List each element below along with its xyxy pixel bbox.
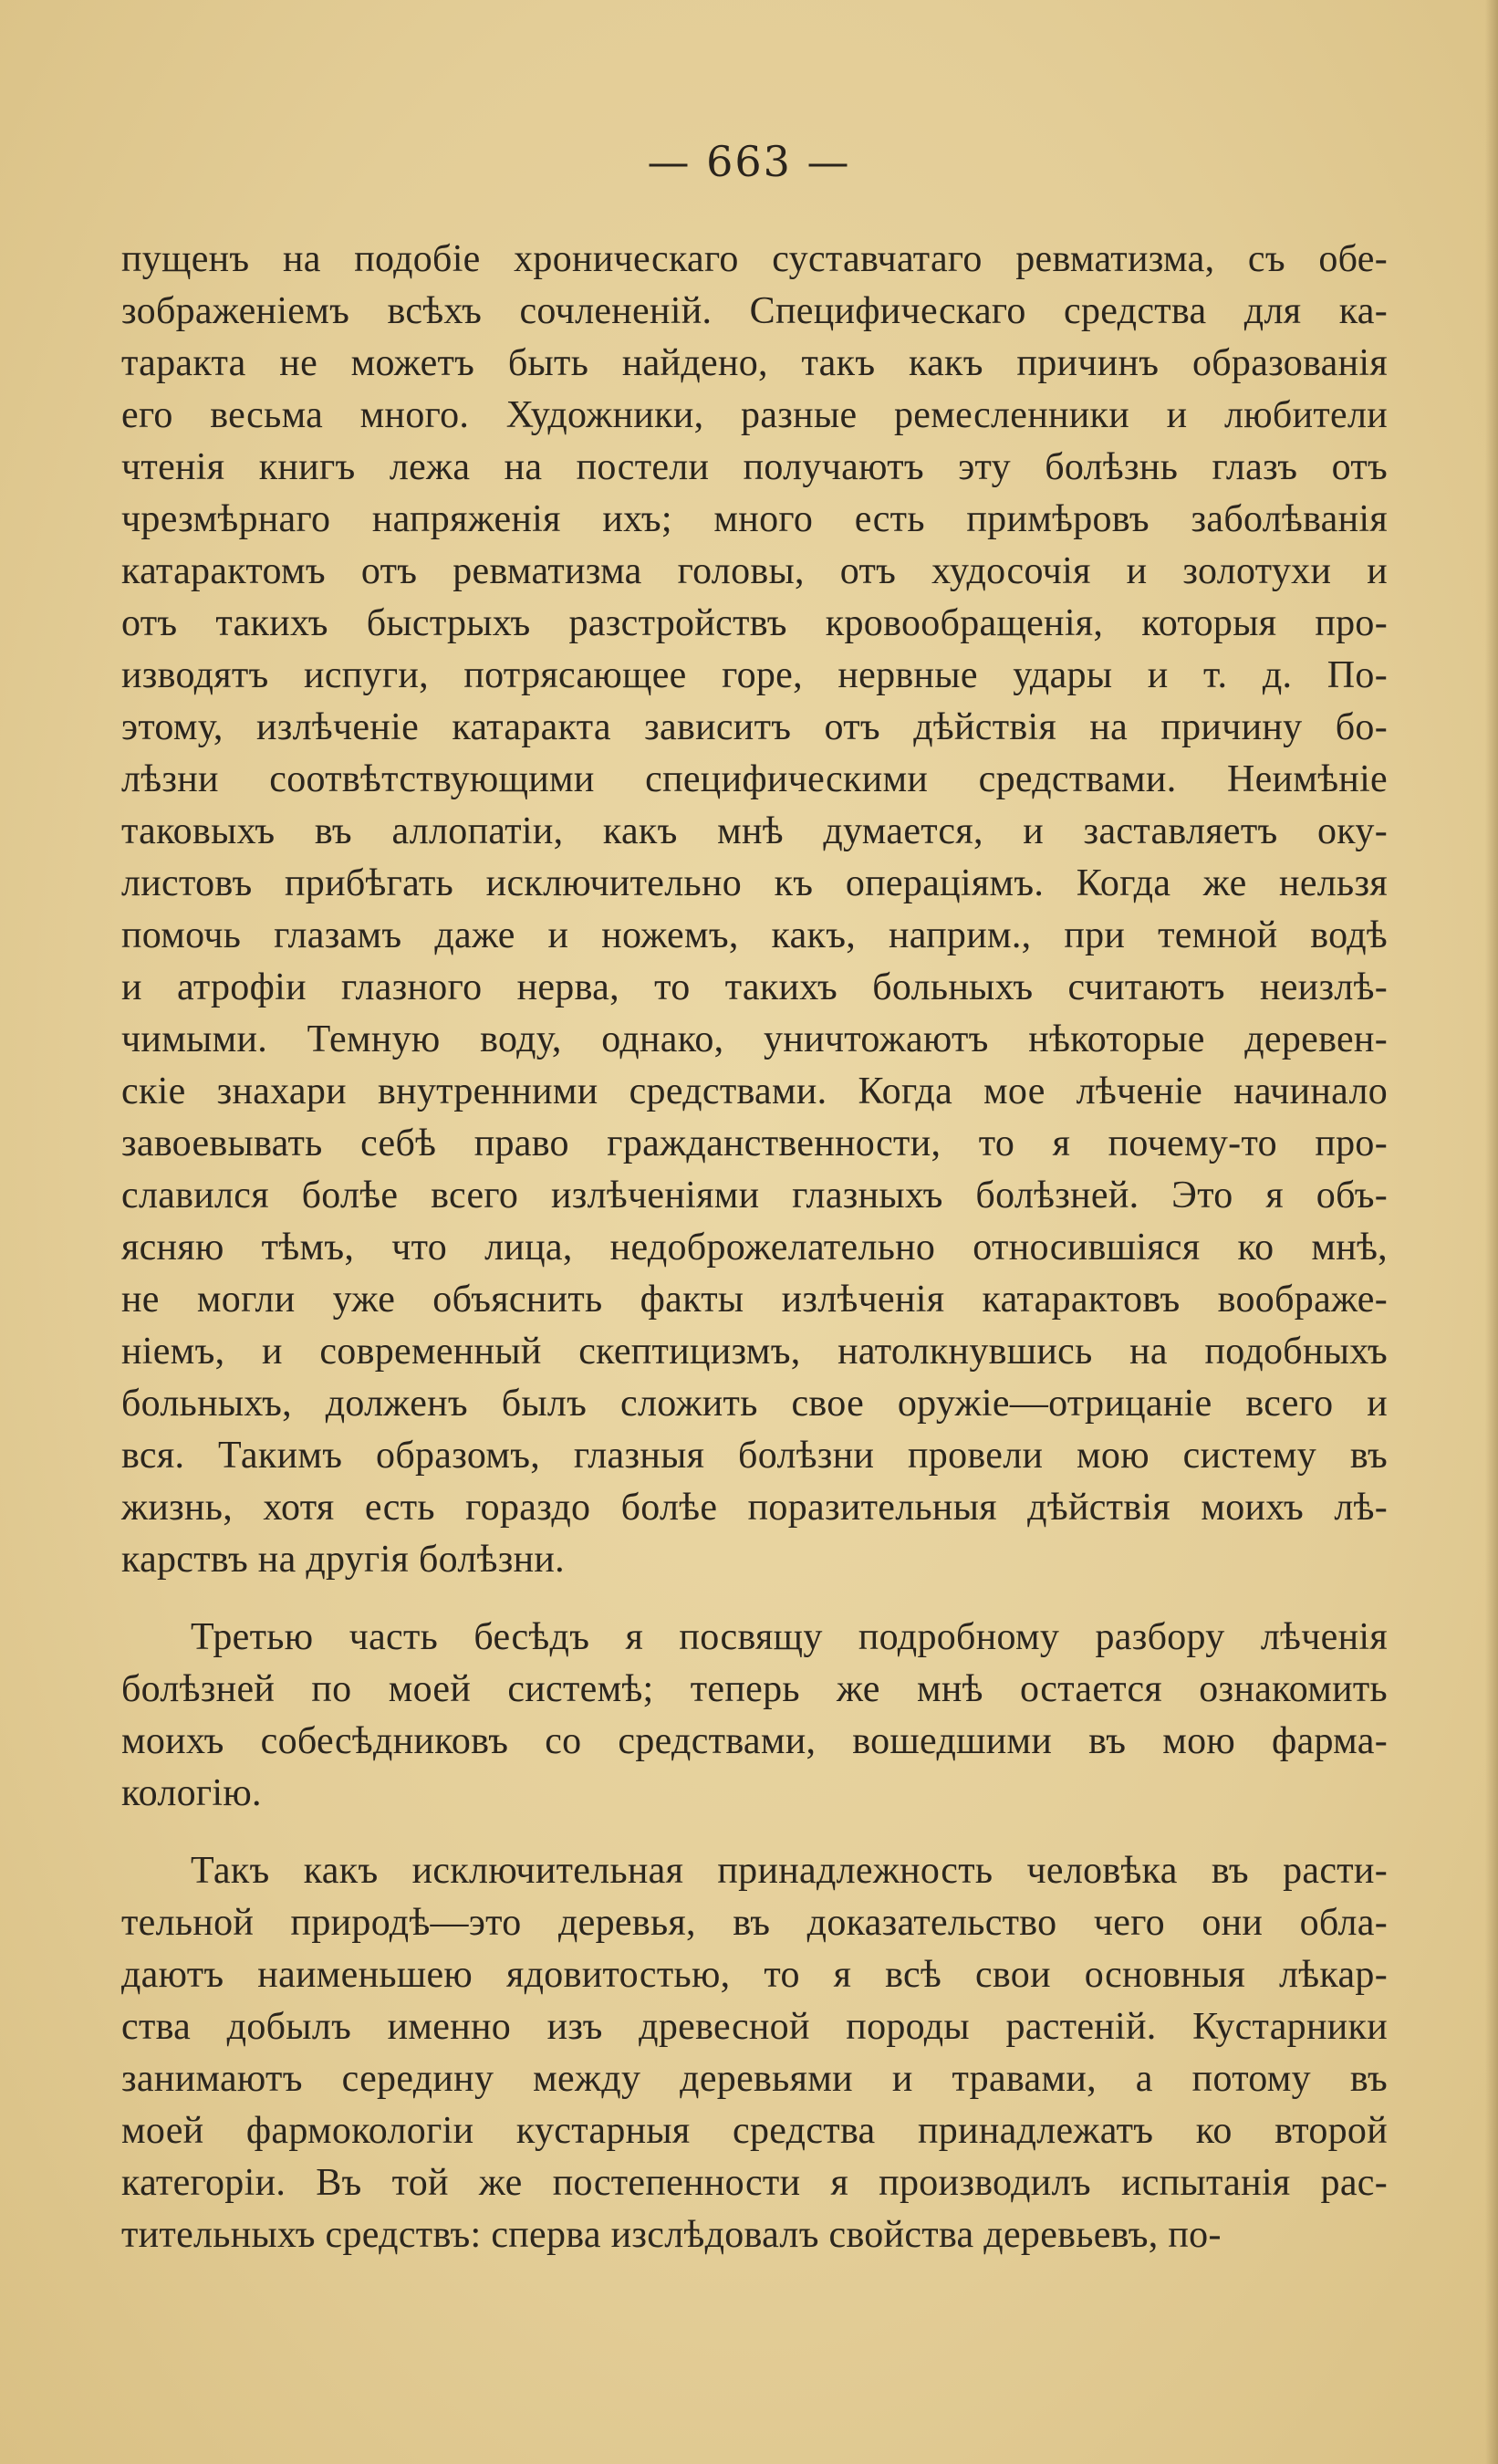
text-line: карствъ на другія болѣзни.	[121, 1539, 565, 1581]
text-line: таракта не можетъ быть найдено, такъ какъ причинъ образованія	[121, 342, 1388, 384]
text-line: катарактомъ отъ ревматизма головы, отъ худосочія и золотухи и	[121, 550, 1388, 592]
text-line: ясняю тѣмъ, что лица, недоброжелательно относившіяся ко мнѣ,	[121, 1227, 1388, 1269]
text-line: этому, излѣченіе катаракта зависитъ отъ дѣйствія на причину бо-	[121, 706, 1388, 748]
body-text	[121, 234, 1388, 2261]
text-line: его весьма много. Художники, разные ремесленники и любители	[121, 394, 1388, 436]
text-line: не могли уже объяснить факты излѣченія катарактовъ воображе-	[121, 1279, 1388, 1321]
text-line: даютъ наименьшею ядовитостью, то я всѣ свои основныя лѣкар-	[121, 1954, 1388, 1996]
paragraph-gap	[121, 1586, 1388, 1612]
paragraph-1	[121, 234, 1388, 1586]
text-line: чтенія книгъ лежа на постели получаютъ эту болѣзнь глазъ отъ	[121, 446, 1388, 488]
text-line: больныхъ, долженъ былъ сложить свое оружіе—отрицаніе всего и	[121, 1383, 1388, 1425]
text-line: жизнь, хотя есть гораздо болѣе поразительныя дѣйствія моихъ лѣ-	[121, 1487, 1388, 1529]
text-line: чрезмѣрнаго напряженія ихъ; много есть примѣровъ заболѣванія	[121, 498, 1388, 540]
text-line: кологію.	[121, 1772, 262, 1814]
text-line: пущенъ на подобіе хроническаго суставчатаго ревматизма, съ обе-	[121, 238, 1388, 280]
text-line: помочь глазамъ даже и ножемъ, какъ, наприм., при темной водѣ	[121, 914, 1388, 956]
text-line: моихъ собесѣдниковъ со средствами, вошедшими въ мою фарма-	[121, 1720, 1388, 1762]
page-edge-shadow	[1485, 0, 1498, 2464]
text-line: славился болѣе всего излѣченіями глазныхъ болѣзней. Это я объ-	[121, 1175, 1388, 1216]
text-line: отъ такихъ быстрыхъ разстройствъ кровообращенія, которыя про-	[121, 602, 1388, 644]
text-line: завоевывать себѣ право гражданственности, то я почему-то про-	[121, 1122, 1388, 1164]
text-line: ства добылъ именно изъ древесной породы растеній. Кустарники	[121, 2006, 1388, 2048]
text-line: изводятъ испуги, потрясающее горе, нервные удары и т. д. По-	[121, 654, 1388, 696]
text-line: ніемъ, и современный скептицизмъ, натолкнувшись на подобныхъ	[121, 1331, 1388, 1373]
text-line: скіе знахари внутренними средствами. Когда мое лѣченіе начинало	[121, 1070, 1388, 1112]
text-line: и атрофіи глазного нерва, то такихъ больныхъ считаютъ неизлѣ-	[121, 966, 1388, 1008]
text-line: лѣзни соотвѣтствующими специфическими средствами. Неимѣніе	[121, 758, 1388, 800]
text-line: тельной природѣ—это деревья, въ доказательство чего они обла-	[121, 1902, 1388, 1944]
text-line: Третью часть бесѣдъ я посвящу подробному разбору лѣченія	[191, 1616, 1388, 1658]
text-line: вся. Такимъ образомъ, глазныя болѣзни провели мою систему въ	[121, 1435, 1388, 1477]
paragraph-3	[121, 1845, 1388, 2261]
text-line: чимыми. Темную воду, однако, уничтожаютъ нѣкоторые деревен-	[121, 1018, 1388, 1060]
text-line: зображеніемъ всѣхъ сочлененій. Специфическаго средства для ка-	[121, 290, 1388, 332]
text-line: моей фармокологіи кустарныя средства принадлежатъ ко второй	[121, 2110, 1388, 2152]
text-line: болѣзней по моей системѣ; теперь же мнѣ остается ознакомить	[121, 1668, 1388, 1710]
text-line: занимаютъ середину между деревьями и травами, а потому въ	[121, 2058, 1388, 2100]
paragraph-2	[121, 1612, 1388, 1820]
text-line: тительныхъ средствъ: сперва изслѣдовалъ свойства деревьевъ, по-	[121, 2214, 1222, 2256]
text-line: таковыхъ въ аллопатіи, какъ мнѣ думается, и заставляетъ оку-	[121, 810, 1388, 852]
text-line: Такъ какъ исключительная принадлежность человѣка въ расти-	[191, 1850, 1388, 1892]
page-number: — 663 —	[647, 137, 851, 186]
text-line: листовъ прибѣгать исключительно къ операціямъ. Когда же нельзя	[121, 862, 1388, 904]
paragraph-gap	[121, 1820, 1388, 1845]
text-line: категоріи. Въ той же постепенности я производилъ испытанія рас-	[121, 2162, 1388, 2204]
